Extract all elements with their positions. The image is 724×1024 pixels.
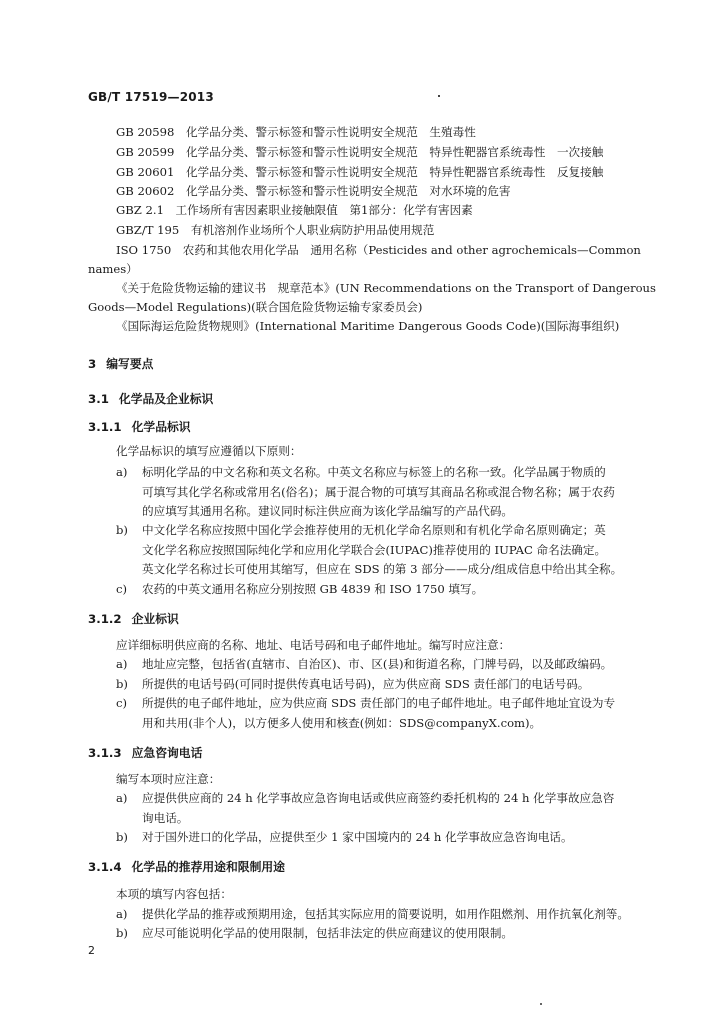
- list-marker: b): [116, 926, 128, 940]
- list-item-line: 中文化学名称应按照中国化学会推荐使用的无机化学命名原则和有机化学命名原则确定；英: [142, 523, 606, 537]
- list-marker: b): [116, 677, 128, 691]
- section-3-1-2-heading: [88, 610, 179, 627]
- reference-gbz2-1: GBZ 2.1 工作场所有害因素职业接触限值 第1部分：化学有害因素: [116, 203, 473, 217]
- list-item-line: 用和共用(非个人)，以方便多人使用和核查(例如：SDS@companyX.com)。: [142, 716, 542, 730]
- list-item-line: 文化学名称应按照国际纯化学和应用化学联合会(IUPAC)推荐使用的 IUPAC 命名法确定。: [142, 543, 607, 557]
- standard-number-header: GB/T 17519—2013: [88, 90, 214, 104]
- section-title: 化学品及企业标识: [118, 392, 214, 406]
- list-marker: a): [116, 465, 128, 479]
- section-number: 3: [88, 357, 97, 371]
- list-marker: c): [116, 696, 128, 710]
- list-marker: a): [116, 657, 128, 671]
- page-number: 2: [88, 944, 95, 957]
- section-3-1-3-heading: [88, 744, 202, 761]
- list-item-line: 地址应完整，包括省(直辖市、自治区)、市、区(县)和街道名称，门牌号码，以及邮政编码。: [142, 657, 613, 671]
- list-item-line: 应提供供应商的 24 h 化学事故应急咨询电话或供应商签约委托机构的 24 h 化学事故应急咨: [142, 791, 615, 805]
- list-item-line: 的应填写其通用名称。建议同时标注供应商为该化学品编写的产品代码。: [142, 504, 514, 518]
- reference-gb20601: GB 20601 化学品分类、警示标签和警示性说明安全规范 特异性靶器官系统毒性 反复接触: [116, 165, 604, 179]
- section-title: 企业标识: [131, 612, 179, 626]
- list-marker: a): [116, 791, 128, 805]
- section-3-heading: [88, 355, 153, 372]
- reference-iso1750: ISO 1750 农药和其他农用化学品 通用名称（Pesticides and other agrochemicals—Common: [116, 243, 641, 257]
- scan-speck: [540, 1003, 542, 1005]
- list-item-line: 对于国外进口的化学品，应提供至少 1 家中国境内的 24 h 化学事故应急咨询电话。: [142, 830, 573, 844]
- section-3-1-2-intro: 应详细标明供应商的名称、地址、电话号码和电子邮件地址。编写时应注意：: [116, 638, 511, 652]
- section-title: 应急咨询电话: [131, 746, 203, 760]
- section-title: 编写要点: [106, 357, 154, 371]
- list-item-line: 询电话。: [142, 811, 189, 825]
- list-item-line: 应尽可能说明化学品的使用限制，包括非法定的供应商建议的使用限制。: [142, 926, 514, 940]
- list-item-line: 所提供的电子邮件地址，应为供应商 SDS 责任部门的电子邮件地址。电子邮件地址宜设为专: [142, 696, 616, 710]
- list-item-line: 标明化学品的中文名称和英文名称。中英文名称应与标签上的名称一致。化学品属于物质的: [142, 465, 606, 479]
- list-marker: b): [116, 523, 128, 537]
- list-item-line: 所提供的电话号码(可同时提供传真电话号码)，应为供应商 SDS 责任部门的电话号码。: [142, 677, 590, 691]
- reference-gb20602: GB 20602 化学品分类、警示标签和警示性说明安全规范 对水环境的危害: [116, 184, 511, 198]
- list-marker: c): [116, 582, 128, 596]
- section-3-1-1-heading: [88, 418, 191, 435]
- reference-gb20599: GB 20599 化学品分类、警示标签和警示性说明安全规范 特异性靶器官系统毒性 一次接触: [116, 145, 604, 159]
- section-title: 化学品标识: [131, 420, 191, 434]
- section-3-1-4-intro: 本项的填写内容包括：: [116, 887, 232, 901]
- section-title: 化学品的推荐用途和限制用途: [131, 860, 285, 874]
- section-number: 3.1: [88, 392, 109, 406]
- section-number: 3.1.2: [88, 612, 122, 626]
- list-marker: a): [116, 907, 128, 921]
- reference-un-recommendations-cont: Goods—Model Regulations)(联合国危险货物运输专家委员会): [88, 300, 423, 314]
- reference-un-recommendations: 《关于危险货物运输的建议书 规章范本》(UN Recommendations on the Transport of Dangerous: [116, 281, 656, 295]
- reference-imdg-code: 《国际海运危险货物规则》(International Maritime Dangerous Goods Code)(国际海事组织): [116, 319, 620, 333]
- section-3-1-heading: [88, 390, 213, 407]
- list-item-line: 提供化学品的推荐或预期用途，包括其实际应用的简要说明，如用作阻燃剂、用作抗氧化剂等。: [142, 907, 629, 921]
- reference-gbzt195: GBZ/T 195 有机溶剂作业场所个人职业病防护用品使用规范: [116, 223, 435, 237]
- section-number: 3.1.3: [88, 746, 122, 760]
- reference-iso1750-cont: names）: [88, 262, 138, 276]
- section-3-1-3-intro: 编写本项时应注意：: [116, 772, 221, 786]
- list-item-line: 农药的中英文通用名称应分别按照 GB 4839 和 ISO 1750 填写。: [142, 582, 484, 596]
- section-number: 3.1.4: [88, 860, 122, 874]
- section-3-1-1-intro: 化学品标识的填写应遵循以下原则：: [116, 444, 302, 458]
- scan-speck: [438, 95, 440, 97]
- list-marker: b): [116, 830, 128, 844]
- section-number: 3.1.1: [88, 420, 122, 434]
- list-item-line: 可填写其化学名称或常用名(俗名)；属于混合物的可填写其商品名称或混合物名称；属于农药: [142, 485, 615, 499]
- list-item-line: 英文化学名称过长可使用其缩写，但应在 SDS 的第 3 部分——成分/组成信息中给出其全称。: [142, 562, 623, 576]
- reference-gb20598: GB 20598 化学品分类、警示标签和警示性说明安全规范 生殖毒性: [116, 125, 476, 139]
- section-3-1-4-heading: [88, 858, 285, 875]
